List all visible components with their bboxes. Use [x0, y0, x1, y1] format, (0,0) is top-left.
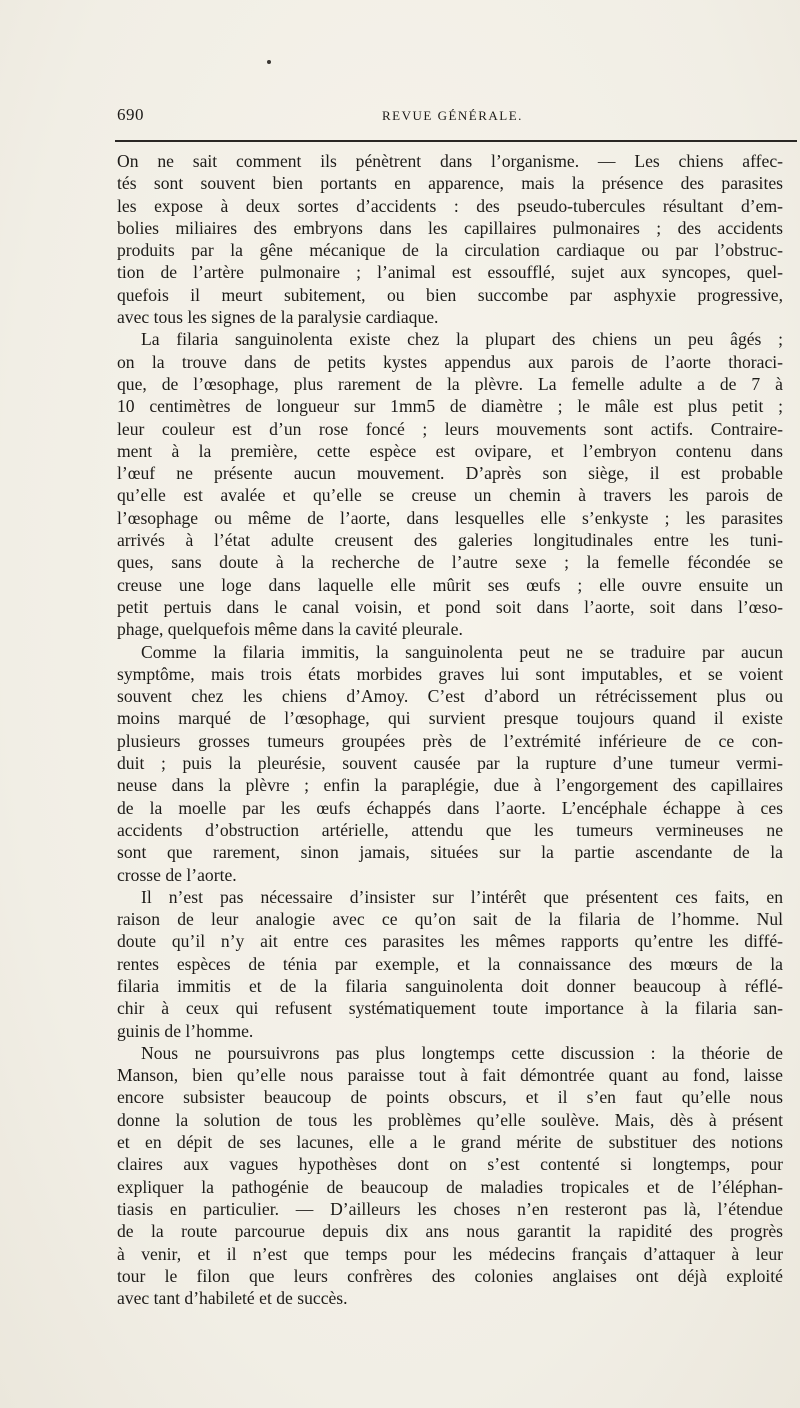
- text-line: petit pertuis dans le canal voisin, et pond soit dans l’aorte, soit dans l’œso-: [117, 596, 783, 617]
- text-line: plusieurs grosses tumeurs groupées près de l’extrémité inférieure de ce con-: [117, 730, 783, 751]
- text-line: chir à ceux qui refusent systématiquement toute importance à la filaria san-: [117, 998, 783, 1019]
- text-line: Manson, bien qu’elle nous paraisse tout à fait démontrée quant au fond, laisse: [117, 1065, 783, 1086]
- page-header: [117, 105, 797, 131]
- text-line: raison de leur analogie avec ce qu’on sait de la filaria de l’homme. Nul: [117, 909, 783, 930]
- text-line: 10 centimètres de longueur sur 1mm5 de diamètre ; le mâle est plus petit ;: [117, 396, 783, 417]
- text-line: neuse dans la plèvre ; enfin la paraplégie, due à l’engorgement des capillaires: [117, 775, 783, 796]
- text-line: doute qu’il n’y ait entre ces parasites les mêmes rapports qu’entre les diffé-: [117, 931, 783, 952]
- text-line: on la trouve dans de petits kystes appendus aux parois de l’aorte thoraci-: [117, 351, 783, 372]
- text-line: tour le filon que leurs confrères des colonies anglaises ont déjà exploité: [117, 1265, 783, 1286]
- text-line: arrivés à l’état adulte creusent des galeries longitudinales entre les tuni-: [117, 530, 783, 551]
- text-line: tion de l’artère pulmonaire ; l’animal est essoufflé, sujet aux syncopes, quel-: [117, 262, 783, 283]
- text-line: encore subsister beaucoup de points obscurs, et il s’en faut qu’elle nous: [117, 1087, 783, 1108]
- text-line: et en dépit de ses lacunes, elle a le grand mérite de substituer des notions: [117, 1132, 783, 1153]
- text-line: ques, sans doute à la recherche de l’autre sexe ; la femelle fécondée se: [117, 552, 783, 573]
- text-line: creuse une loge dans laquelle elle mûrit ses œufs ; elle ouvre ensuite un: [117, 574, 783, 595]
- text-line: Il n’est pas nécessaire d’insister sur l’intérêt que présentent ces faits, en: [141, 886, 783, 907]
- text-line: bolies miliaires des embryons dans les capillaires pulmonaires ; des accidents: [117, 217, 783, 238]
- ink-speck: [267, 60, 271, 64]
- header-rule: [115, 140, 797, 142]
- text-line: Comme la filaria immitis, la sanguinolenta peut ne se traduire par aucun: [141, 641, 783, 662]
- text-line: moins marqué de l’œsophage, qui survient presque toujours quand il existe: [117, 708, 783, 729]
- text-line: symptôme, mais trois états morbides graves lui sont imputables, et se voient: [117, 663, 783, 684]
- text-line: de la route parcourue depuis dix ans nous garantit la rapidité des progrès: [117, 1221, 783, 1242]
- text-line: l’œsophage ou même de l’aorte, dans lesquelles elle s’enkyste ; les parasites: [117, 507, 783, 528]
- text-line: leur couleur est d’un rose foncé ; leurs mouvements sont actifs. Contraire-: [117, 418, 783, 439]
- text-line: ment à la première, cette espèce est ovipare, et l’embryon contenu dans: [117, 440, 783, 461]
- text-line: produits par la gêne mécanique de la circulation cardiaque ou par l’obstruc-: [117, 240, 783, 261]
- text-line: que, de l’œsophage, plus rarement de la plèvre. La femelle adulte a de 7 à: [117, 373, 783, 394]
- text-line: crosse de l’aorte.: [117, 864, 237, 885]
- text-line: filaria immitis et de la filaria sanguinolenta doit donner beaucoup à réflé-: [117, 975, 783, 996]
- text-line: qu’elle est avalée et qu’elle se creuse un chemin à travers les parois de: [117, 485, 783, 506]
- text-line: duit ; puis la pleurésie, souvent causée par la rupture d’une tumeur vermi-: [117, 753, 783, 774]
- page-number: 690: [117, 105, 144, 124]
- text-line: à venir, et il n’est que temps pour les médecins français d’attaquer à leur: [117, 1243, 783, 1264]
- text-line: quefois il meurt subitement, ou bien succombe par asphyxie progressive,: [117, 284, 783, 305]
- text-line: souvent chez les chiens d’Amoy. C’est d’abord un rétrécissement plus ou: [117, 686, 783, 707]
- text-line: tiasis en particulier. — D’ailleurs les choses n’en resteront pas là, l’étendue: [117, 1198, 783, 1219]
- text-line: avec tant d’habileté et de succès.: [117, 1288, 348, 1309]
- text-line: guinis de l’homme.: [117, 1020, 254, 1041]
- text-line: tés sont souvent bien portants en apparence, mais la présence des parasites: [117, 173, 783, 194]
- text-line: avec tous les signes de la paralysie cardiaque.: [117, 307, 439, 328]
- text-line: l’œuf ne présente aucun mouvement. D’après son siège, il est probable: [117, 463, 783, 484]
- text-line: La filaria sanguinolenta existe chez la plupart des chiens un peu âgés ;: [141, 329, 783, 350]
- text-line: de la moelle par les œufs échappés dans l’aorte. L’encéphale échappe à ces: [117, 797, 783, 818]
- text-line: sont que rarement, sinon jamais, situées sur la partie ascendante de la: [117, 842, 783, 863]
- text-line: donne la solution de tous les problèmes qu’elle soulève. Mais, dès à présent: [117, 1109, 783, 1130]
- text-line: rentes espèces de ténia par exemple, et la connaissance des mœurs de la: [117, 953, 783, 974]
- body-text: [117, 150, 783, 1309]
- text-line: claires aux vagues hypothèses dont on s’est contenté si longtemps, pour: [117, 1154, 783, 1175]
- text-line: accidents d’obstruction artérielle, attendu que les tumeurs vermineuses ne: [117, 819, 783, 840]
- running-head: REVUE GÉNÉRALE.: [382, 108, 523, 123]
- text-line: Nous ne poursuivrons pas plus longtemps cette discussion : la théorie de: [141, 1042, 783, 1063]
- text-line: expliquer la pathogénie de beaucoup de maladies tropicales et de l’éléphan-: [117, 1176, 783, 1197]
- text-line: phage, quelquefois même dans la cavité pleurale.: [117, 619, 463, 640]
- text-line: les expose à deux sortes d’accidents : des pseudo-tubercules résultant d’em-: [117, 195, 783, 216]
- text-line: On ne sait comment ils pénètrent dans l’organisme. — Les chiens affec-: [117, 151, 783, 171]
